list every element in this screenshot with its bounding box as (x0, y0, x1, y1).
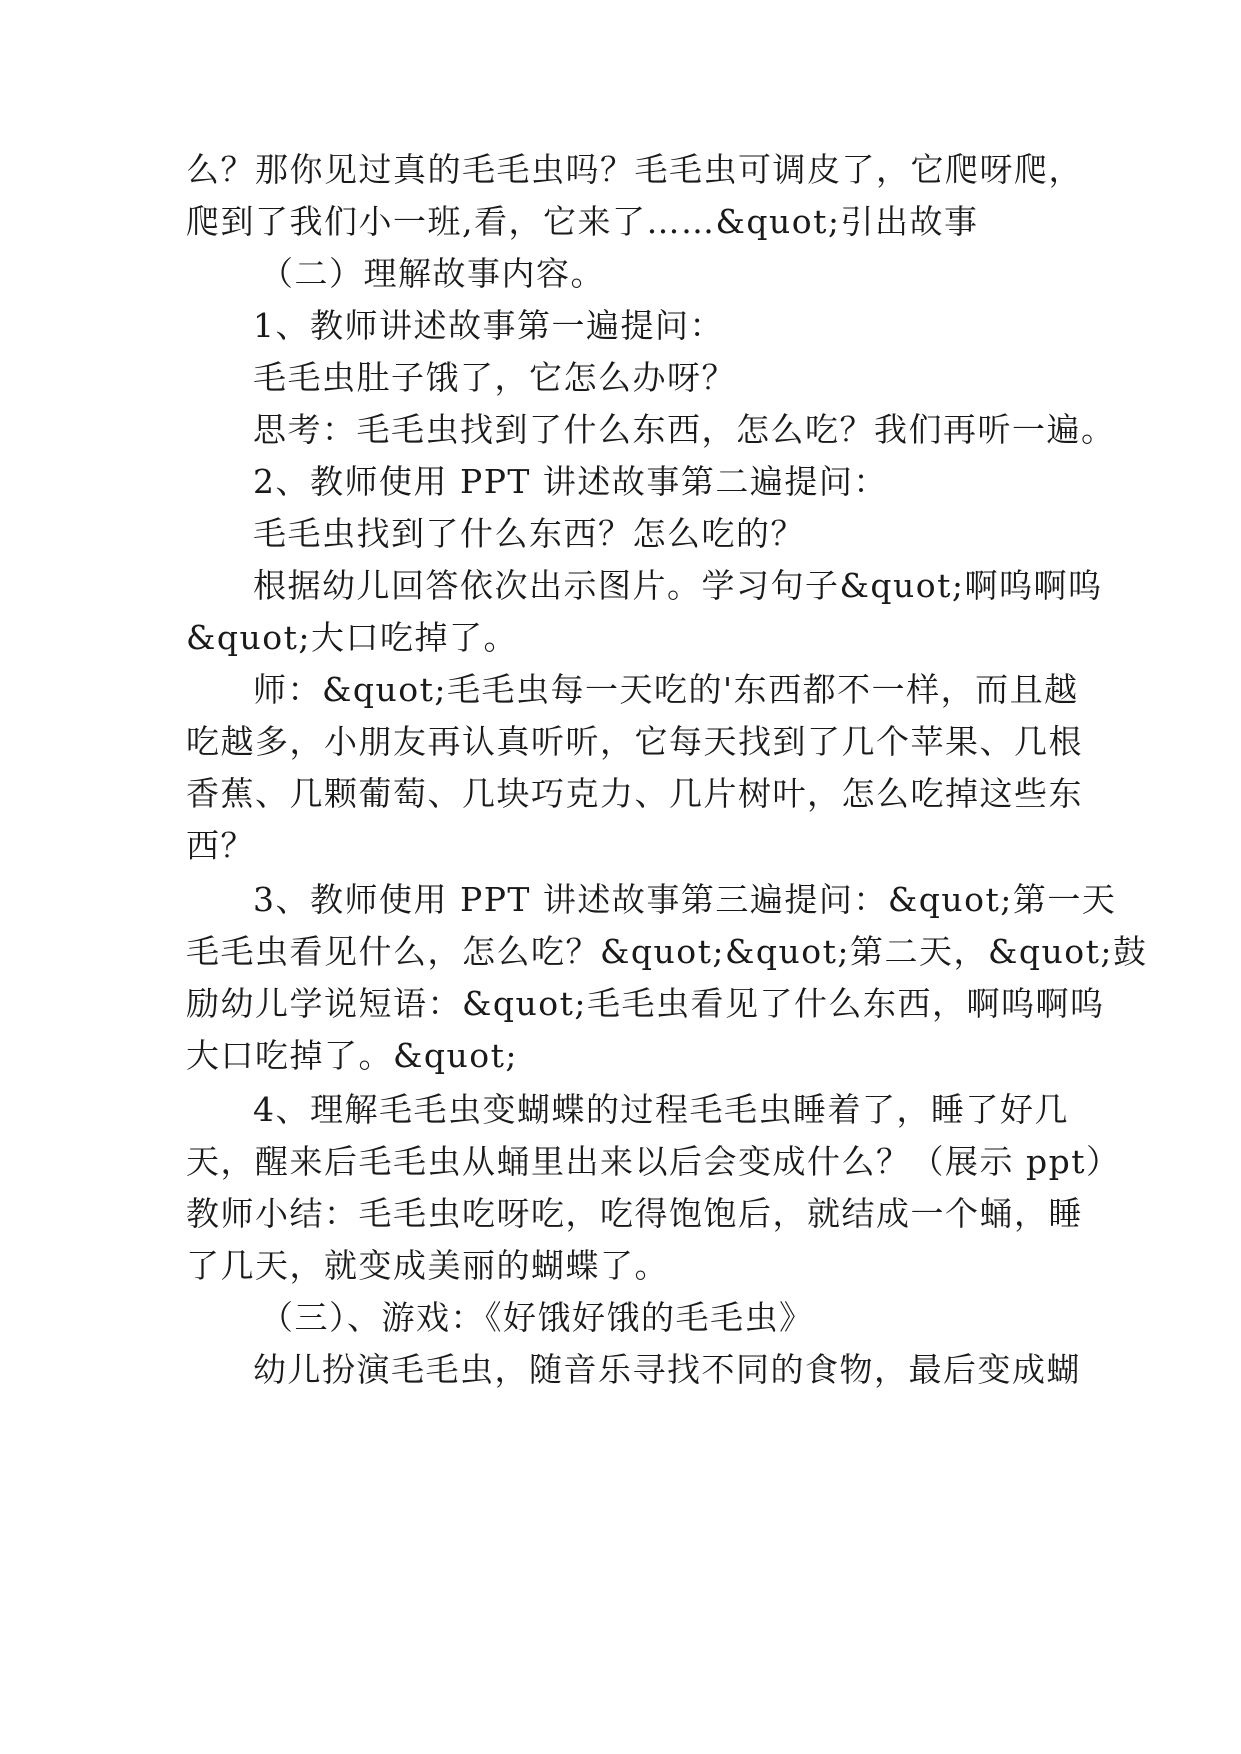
text-line: 思考：毛毛虫找到了什么东西，怎么吃？我们再听一遍。 (253, 410, 1116, 449)
text-line: 幼儿扮演毛毛虫，随音乐寻找不同的食物，最后变成蝴 (253, 1350, 1081, 1389)
section-heading: （二）理解故事内容。 (260, 254, 605, 293)
text-line: 天，醒来后毛毛虫从蛹里出来以后会变成什么？（展示 ppt） (186, 1142, 1121, 1181)
text-line: 励幼儿学说短语：&quot;毛毛虫看见了什么东西，啊呜啊呜 (186, 984, 1105, 1023)
text-line: 西？ (186, 826, 255, 865)
text-line: 香蕉、几颗葡萄、几块巧克力、几片树叶，怎么吃掉这些东 (186, 774, 1083, 813)
text-line: 2、教师使用 PPT 讲述故事第二遍提问： (253, 462, 888, 501)
text-line: 1、教师讲述故事第一遍提问： (253, 306, 724, 345)
text-line: 3、教师使用 PPT 讲述故事第三遍提问：&quot;第一天 (253, 880, 1117, 919)
text-line: 毛毛虫找到了什么东西？怎么吃的？ (253, 514, 805, 553)
text-line: 了几天，就变成美丽的蝴蝶了。 (186, 1246, 669, 1285)
text-line: 教师小结：毛毛虫吃呀吃，吃得饱饱后，就结成一个蛹，睡 (186, 1194, 1083, 1233)
text-line: 师：&quot;毛毛虫每一天吃的'东西都不一样，而且越 (253, 670, 1079, 709)
text-line: 毛毛虫看见什么，怎么吃？&quot;&quot;第二天，&quot;鼓 (186, 932, 1148, 971)
section-heading: （三）、游戏：《好饿好饿的毛毛虫》 (260, 1298, 814, 1337)
text-line: 么？那你见过真的毛毛虫吗？毛毛虫可调皮了，它爬呀爬， (186, 150, 1083, 189)
text-line: 根据幼儿回答依次出示图片。学习句子&quot;啊呜啊呜 (253, 566, 1103, 605)
text-line: &quot;大口吃掉了。 (186, 618, 518, 657)
text-line: 爬到了我们小一班,看，它来了……&quot;引出故事 (186, 202, 979, 241)
text-line: 毛毛虫肚子饿了，它怎么办呀？ (253, 358, 736, 397)
text-line: 大口吃掉了。&quot; (186, 1036, 518, 1075)
text-line: 4、理解毛毛虫变蝴蝶的过程毛毛虫睡着了，睡了好几 (253, 1090, 1069, 1129)
text-line: 吃越多，小朋友再认真听听，它每天找到了几个苹果、几根 (186, 722, 1083, 761)
